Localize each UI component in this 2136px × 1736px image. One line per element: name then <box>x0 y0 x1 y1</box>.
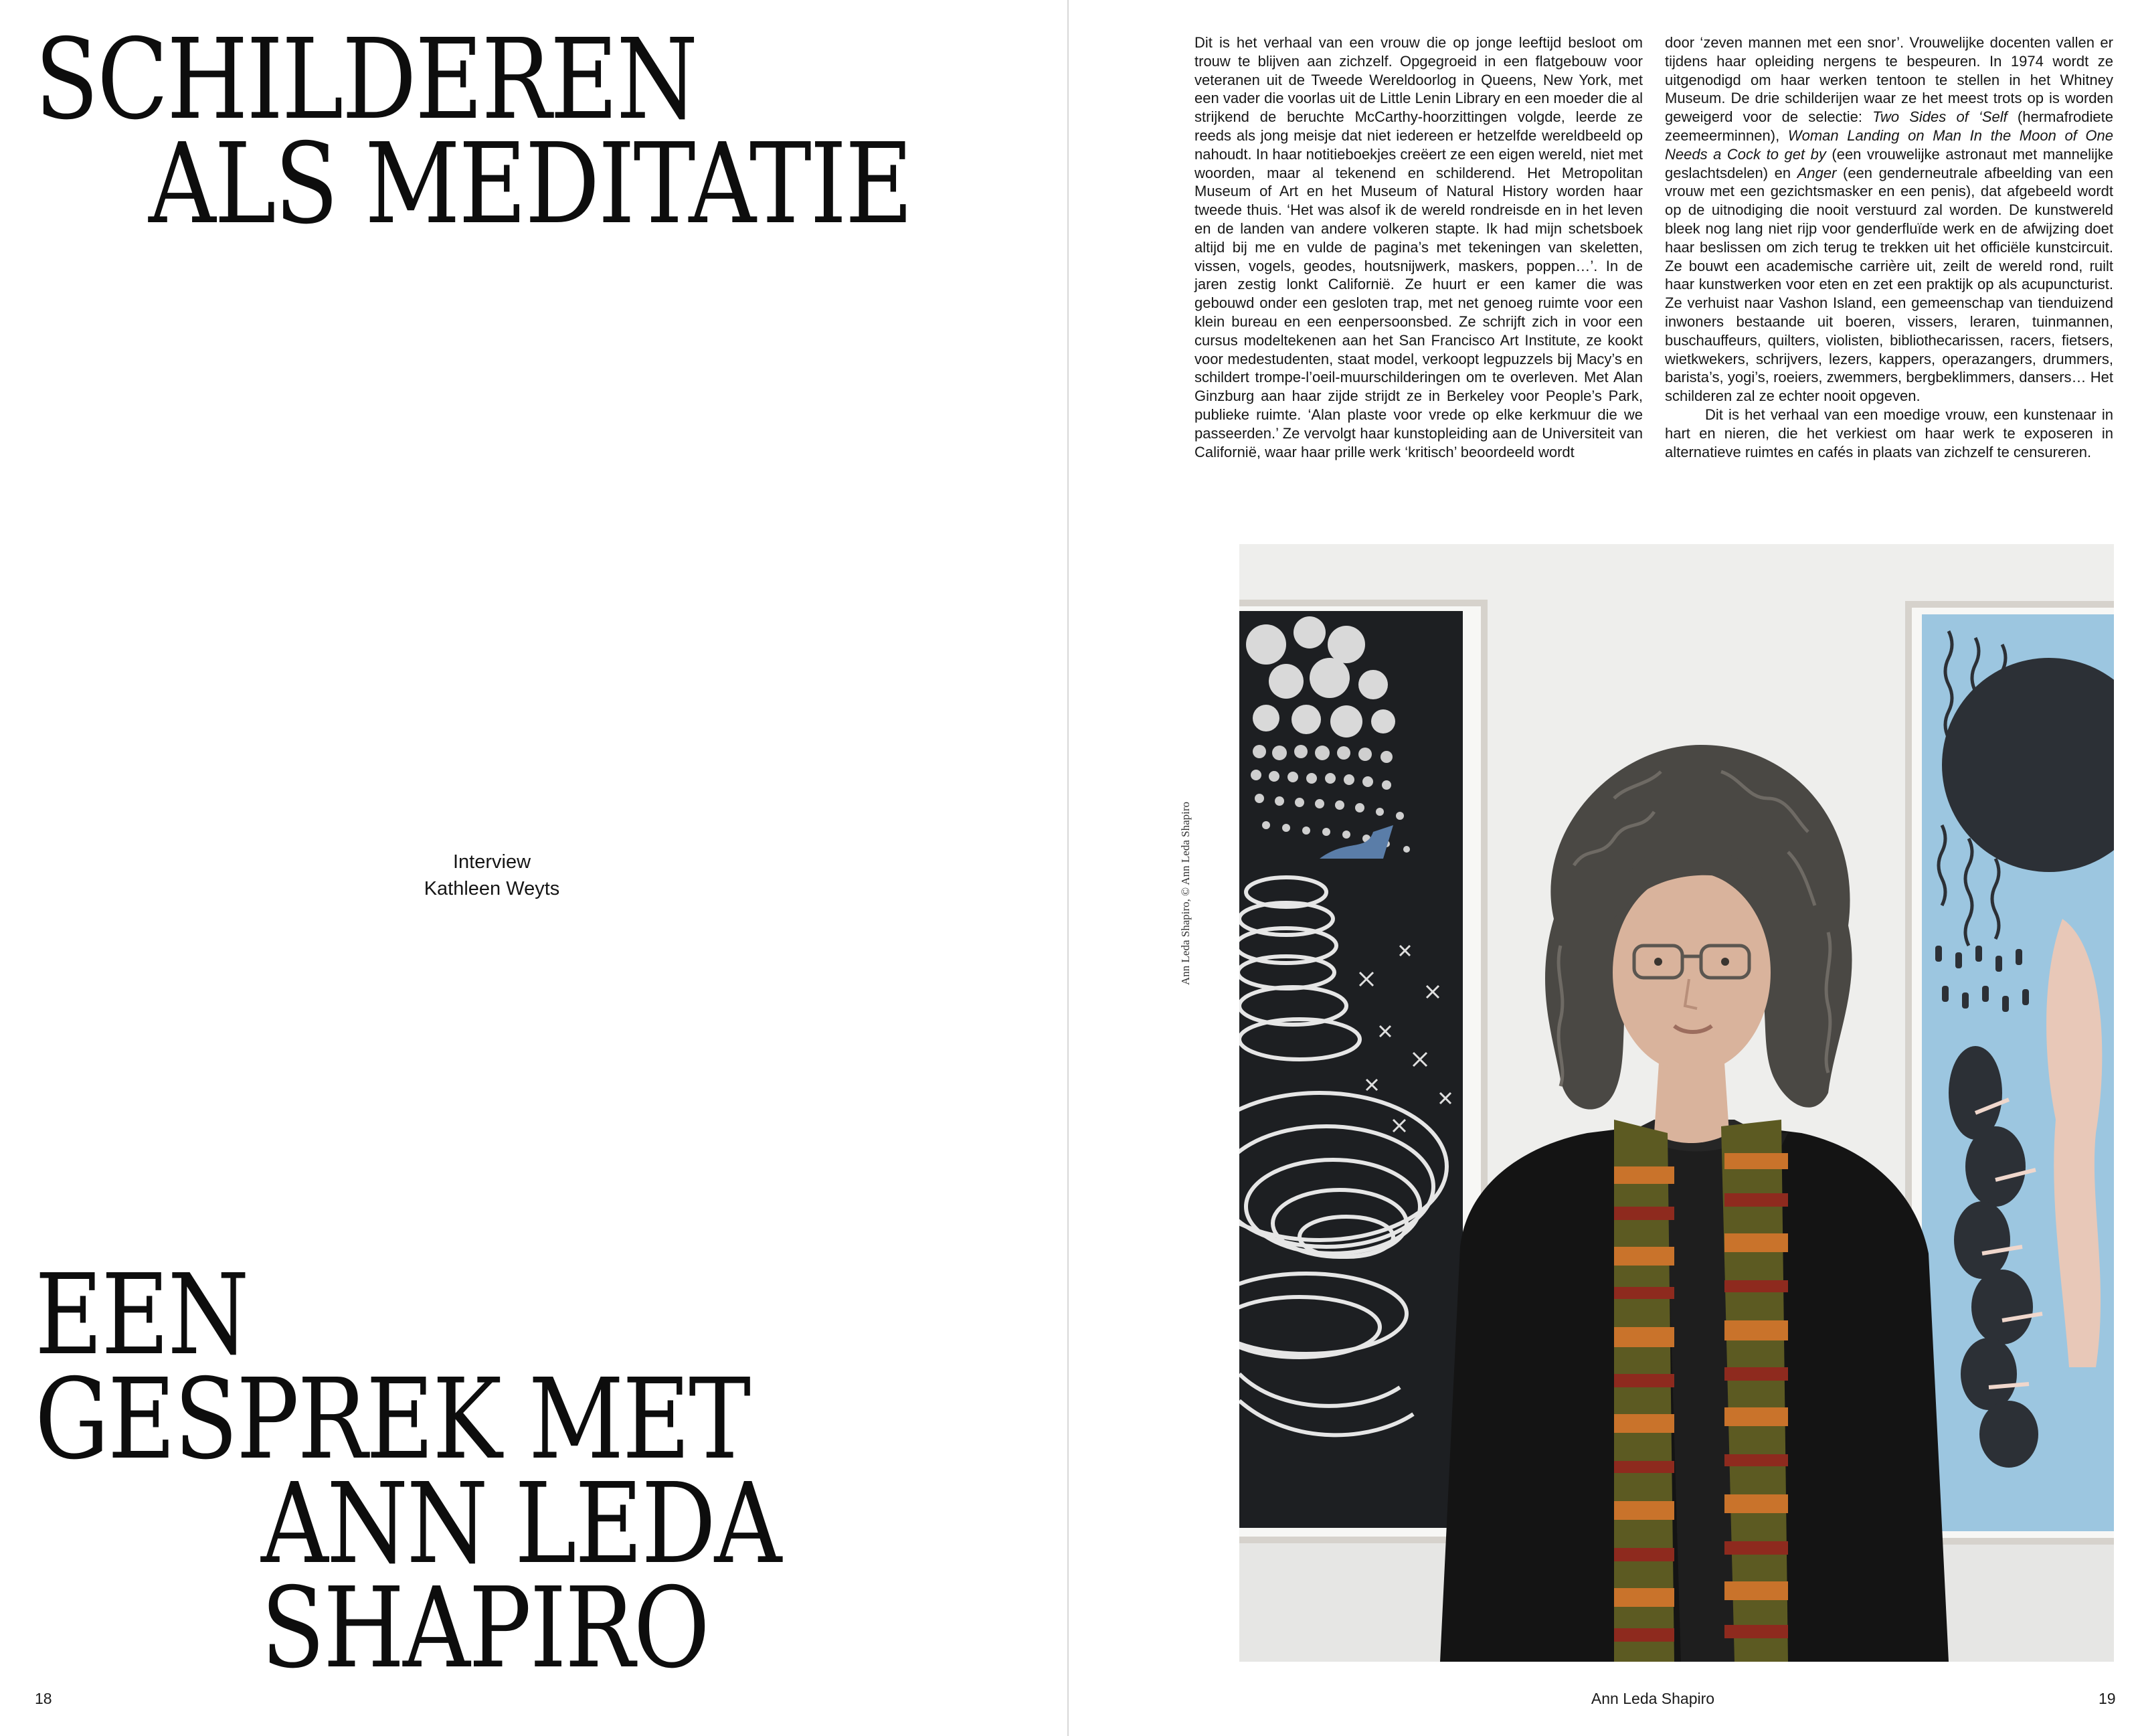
title-line-2: ALS MEDITATIE <box>149 120 912 249</box>
page-number-right: 19 <box>2099 1690 2116 1707</box>
portrait-photo <box>1239 544 2114 1662</box>
byline-author: Kathleen Weyts <box>424 878 560 899</box>
portrait-illustration <box>1239 544 2114 1662</box>
left-page <box>0 0 1067 1736</box>
column-2-text: door ‘zeven mannen met een snor’. Vrouwelijke docenten vallen er tijdens haar opleiding nergens te bespeuren. In 1974 wordt ze uitgenodigd om haar werken tentoon te stellen in het Whitney Museum. De drie schilderijen waar ze het meest trots op is worden geweigerd voor de selectie: <box>1665 34 2113 126</box>
right-painting <box>1908 604 2114 1541</box>
page-number-left: 18 <box>35 1690 52 1707</box>
photo-credit: Ann Leda Shapiro, © Ann Leda Shapiro <box>1179 801 1192 985</box>
artwork-title: Two Sides of ‘Self <box>1872 108 2008 126</box>
body-column-1 <box>1194 33 1643 461</box>
column-2-paragraph-1 <box>1665 33 2113 406</box>
artwork-title: Woman Landing on Man In the Moon of One Needs a Cock to get by <box>1665 126 2113 163</box>
title-line-1: SCHILDEREN <box>35 15 697 145</box>
subtitle-line-4: SHAPIRO <box>261 1564 709 1693</box>
body-column-2 <box>1665 33 2113 461</box>
column-1-paragraph: Dit is het verhaal van een vrouw die op jonge leeftijd besloot om trouw te blijven aan zichzelf. Opgegroeid in een flatgebouw voor veteranen uit de Tweede Wereldoorlog in Queens, New York, met een vader die voorlas uit de Little Lenin Library en een moeder die al strijkend de beruchte McCarthy-hoorzittingen volgde, leerde ze reeds als jong meisje dat niet iedereen er hetzelfde wereldbeeld op nahoudt. In haar notitieboekjes creëert ze een eigen wereld, niet met woorden, maar al tekenend en schilderend. Het Metropolitan Museum of Art en het Museum of Natural History worden haar tweede thuis. ‘Het was alsof ik de wereld rondreisde en in het leven en de landen van andere volkeren stapte. Ik had mijn schetsboek altijd bij me en vulde de pagina’s met tekeningen van skeletten, vissen, vogels, geodes, houtsnijwerk, maskers, poppen…’. In de jaren zestig lonkt Californië. Ze huurt er een kamer die was gebouwd onder een gesloten trap, met net genoeg ruimte voor een klein bureau en een eenpersoonsbed. Ze schrijft zich in voor een cursus modeltekenen aan het San Francisco Art Institute, ze kookt voor medestudenten, staat model, verkoopt legpuzzels bij Macy’s en schildert trompe-l’oeil-muurschilderingen om te overleven. Met Alan Ginzburg aan haar zijde strijdt ze in Berkeley voor People’s Park, publieke ruimte. ‘Alan plaste voor vrede op elke kerkmuur die we passeerden.’ Ze vervolgt haar kunstopleiding aan de Universiteit van Californië, waar haar prille werk ‘kritisch’ beoordeeld wordt <box>1194 34 1643 460</box>
subtitle-line-1: EEN <box>35 1251 248 1380</box>
subtitle-line-3: ANN LEDA <box>261 1460 780 1589</box>
column-2-text: (een genderneutrale afbeelding van een vrouw met een gezichtsmasker en een penis), dat afgebeeld wordt op de uitnodiging die nooit verstuurd zal worden. De kunstwereld bleek nog lang niet rijp voor genderfluïde werk en de afwijzing doet haar beslissen om zich terug te trekken uit het officiële kunstcircuit. Ze bouwt een academische carrière uit, zeilt de wereld rond, ruilt haar kunstwerken voor eten en zet een praktijk op als acupuncturist. Ze verhuist naar Vashon Island, een gemeenschap van tienduizend inwoners bestaande uit boeren, vissers, leraren, tuinmannen, buschauffeurs, quilters, violisten, bibliothecarissen, racers, fietsers, wietkwekers, schrijvers, lezers, kappers, operazangers, drummers, barista’s, yogi’s, roeiers, zwemmers, bergbeklimmers, dansers… Het schilderen zal ze echter nooit opgeven. <box>1665 164 2113 405</box>
left-painting <box>1239 603 1484 1540</box>
column-2-paragraph-2: Dit is het verhaal van een moedige vrouw, een kunstenaar in hart en nieren, die het verkiest om haar werk te exposeren in alternatieve ruimtes en cafés in plaats van zichzelf te censureren. <box>1665 406 2113 460</box>
subtitle-line-2: GESPREK MET <box>35 1355 749 1484</box>
column-2-text: (een vrouwelijke astronaut met mannelijke geslachtsdelen) en <box>1665 145 2113 181</box>
photo-caption: Ann Leda Shapiro <box>1591 1690 1715 1707</box>
byline-role: Interview <box>452 851 531 873</box>
column-2-text: (hermafrodiete zeemeerminnen), <box>1665 108 2113 144</box>
artwork-title: Anger <box>1797 164 1837 181</box>
byline <box>0 849 984 902</box>
